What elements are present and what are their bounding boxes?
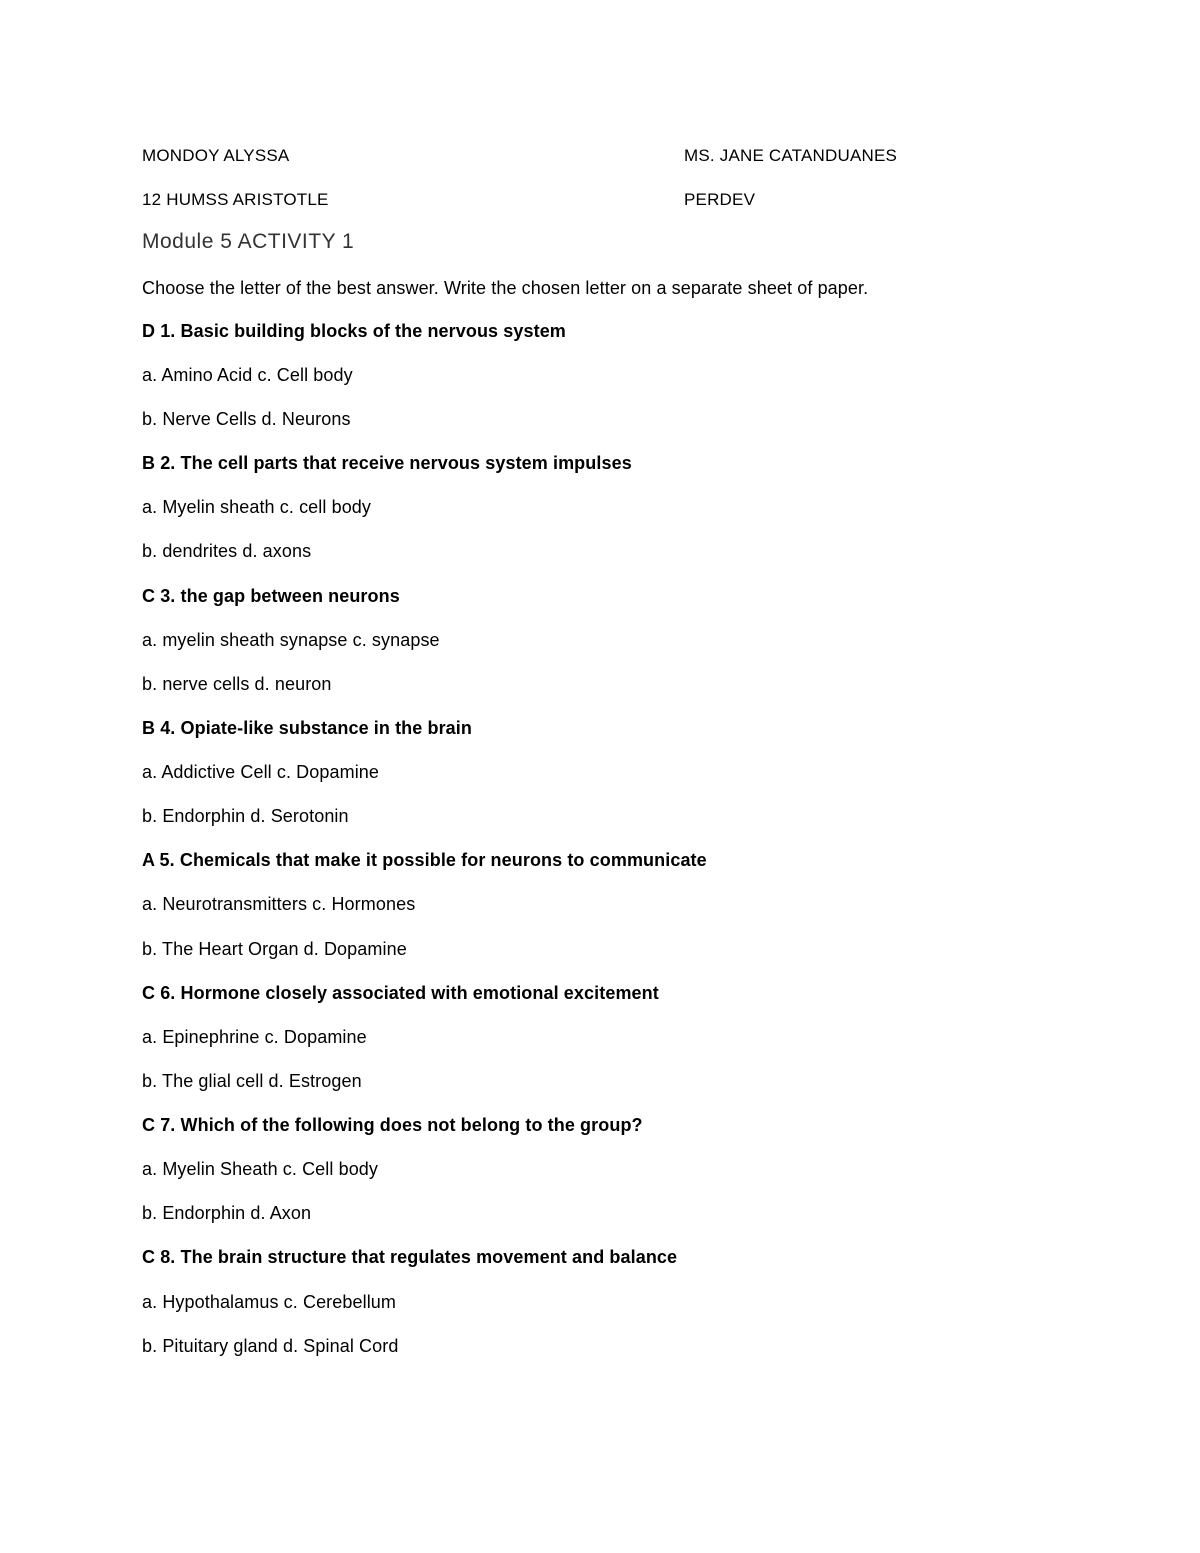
question-3: C 3. the gap between neurons <box>142 586 400 606</box>
question-4: B 4. Opiate-like substance in the brain <box>142 718 472 738</box>
module-title: Module 5 ACTIVITY 1 <box>142 230 355 253</box>
question-8-options-b-d: b. Pituitary gland d. Spinal Cord <box>142 1336 399 1356</box>
question-3-options-a-c: a. myelin sheath synapse c. synapse <box>142 630 440 650</box>
question-6: C 6. Hormone closely associated with emotional excitement <box>142 983 659 1003</box>
question-2-options-b-d: b. dendrites d. axons <box>142 541 312 561</box>
instructions: Choose the letter of the best answer. Write the chosen letter on a separate sheet of paper. <box>142 278 869 298</box>
question-5: A 5. Chemicals that make it possible for neurons to communicate <box>142 850 707 870</box>
teacher-name: MS. JANE CATANDUANES <box>684 146 898 165</box>
question-7-options-a-c: a. Myelin Sheath c. Cell body <box>142 1159 379 1179</box>
question-6-options-b-d: b. The glial cell d. Estrogen <box>142 1071 362 1091</box>
question-1: D 1. Basic building blocks of the nervous system <box>142 321 566 341</box>
question-8: C 8. The brain structure that regulates movement and balance <box>142 1247 678 1267</box>
question-2: B 2. The cell parts that receive nervous system impulses <box>142 453 632 473</box>
student-name: MONDOY ALYSSA <box>142 146 290 165</box>
question-6-options-a-c: a. Epinephrine c. Dopamine <box>142 1027 367 1047</box>
question-1-options-a-c: a. Amino Acid c. Cell body <box>142 365 353 385</box>
question-4-options-a-c: a. Addictive Cell c. Dopamine <box>142 762 380 782</box>
question-7: C 7. Which of the following does not belong to the group? <box>142 1115 643 1135</box>
question-4-options-b-d: b. Endorphin d. Serotonin <box>142 806 349 826</box>
question-3-options-b-d: b. nerve cells d. neuron <box>142 674 332 694</box>
question-7-options-b-d: b. Endorphin d. Axon <box>142 1203 312 1223</box>
question-2-options-a-c: a. Myelin sheath c. cell body <box>142 497 372 517</box>
section-name: 12 HUMSS ARISTOTLE <box>142 190 329 209</box>
question-5-options-a-c: a. Neurotransmitters c. Hormones <box>142 894 416 914</box>
question-1-options-b-d: b. Nerve Cells d. Neurons <box>142 409 351 429</box>
question-8-options-a-c: a. Hypothalamus c. Cerebellum <box>142 1292 397 1312</box>
question-5-options-b-d: b. The Heart Organ d. Dopamine <box>142 939 407 959</box>
subject-name: PERDEV <box>684 190 756 209</box>
